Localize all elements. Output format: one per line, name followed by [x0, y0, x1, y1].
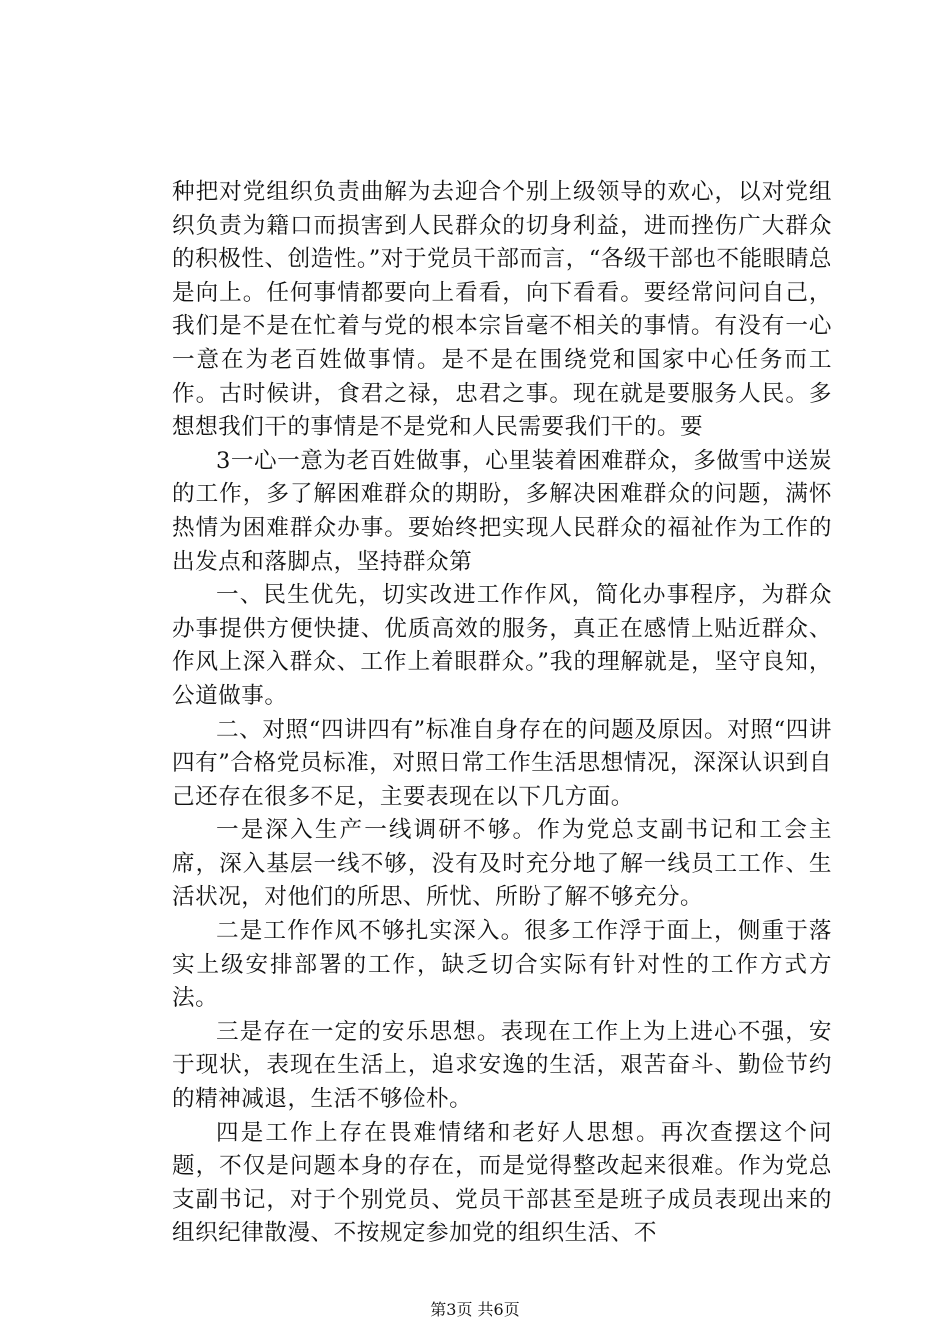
- paragraph: 四是工作上存在畏难情绪和老好人思想。再次查摆这个问题，不仅是问题本身的存在，而是觉得整改起来很难。作为党总支副书记，对于个别党员、党员干部甚至是班子成员表现出来的组织纪律散漫、不按规定参加党的组织生活、不: [172, 1119, 832, 1247]
- paragraph: 一是深入生产一线调研不够。作为党总支副书记和工会主席，深入基层一线不够，没有及时充分地了解一线员工工作、生活状况，对他们的所思、所忧、所盼了解不够充分。: [172, 817, 832, 911]
- page-number-footer: 第3页 共6页: [430, 1300, 520, 1319]
- document-body: [172, 176, 832, 1251]
- paragraph: 三是存在一定的安乐思想。表现在工作上为上进心不强，安于现状，表现在生活上，追求安逸的生活，艰苦奋斗、勤俭节约的精神减退，生活不够俭朴。: [172, 1018, 832, 1113]
- paragraph: 一、民生优先，切实改进工作作风，简化办事程序，为群众办事提供方便快捷、优质高效的服务，真正在感情上贴近群众、作风上深入群众、工作上着眼群众。”我的理解就是，坚守良知，公道做事。: [172, 582, 832, 709]
- paragraph: 种把对党组织负责曲解为去迎合个别上级领导的欢心，以对党组织负责为籍口而损害到人民群众的切身利益，进而挫伤广大群众的积极性、创造性。”对于党员干部而言，“各级干部也不能眼睛总是向上。任何事情都要向上看看，向下看看。要经常问问自己，我们是不是在忙着与党的根本宗旨毫不相关的事情。有没有一心一意在为老百姓做事情。是不是在围绕党和国家中心任务而工作。古时候讲，食君之禄，忠君之事。现在就是要服务人民。多想想我们干的事情是不是党和人民需要我们干的。要: [172, 179, 832, 441]
- paragraph: 3一心一意为老百姓做事，心里装着困难群众，多做雪中送炭的工作，多了解困难群众的期盼，多解决困难群众的问题，满怀热情为困难群众办事。要始终把实现人民群众的福祉作为工作的出发点和落脚点，坚持群众第: [172, 447, 832, 575]
- paragraph: 二、对照“四讲四有”标准自身存在的问题及原因。对照“四讲四有”合格党员标准，对照日常工作生活思想情况，深深认识到自己还存在很多不足，主要表现在以下几方面。: [172, 716, 832, 810]
- paragraph: 二是工作作风不够扎实深入。很多工作浮于面上，侧重于落实上级安排部署的工作，缺乏切合实际有针对性的工作方式方法。: [172, 918, 832, 1012]
